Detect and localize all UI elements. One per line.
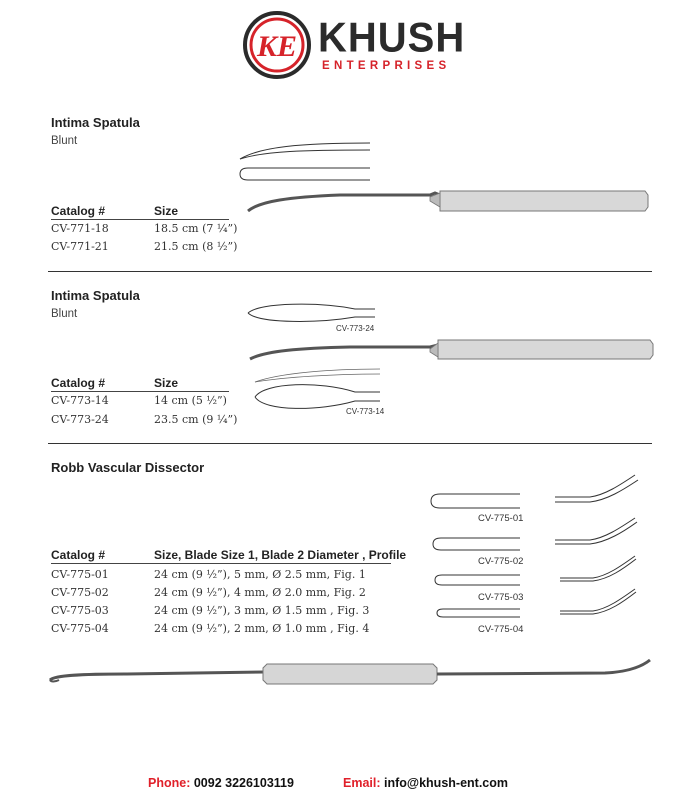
section-1-subtitle: Blunt: [51, 135, 78, 147]
section-3-figures: [425, 470, 655, 635]
brand-subtitle: ENTERPRISES: [322, 60, 451, 72]
brand-name: KHUSH: [318, 14, 466, 62]
section-3-row-2-catalog: CV-775-02: [51, 586, 109, 599]
section-2-row-1-catalog: CV-773-14: [51, 394, 109, 407]
section-3-row-4-catalog: CV-775-04: [51, 622, 109, 635]
section-2-header-size: Size: [154, 376, 179, 390]
footer-phone: [148, 776, 294, 790]
figure-label-cv-773-14: CV-773-14: [346, 407, 385, 416]
section-3-row-1-size: 24 cm (9 ½”), 5 mm, Ø 2.5 mm, Fig. 1: [154, 568, 366, 581]
section-3-header-size: Size, Blade Size 1, Blade 2 Diameter , Profile: [154, 548, 407, 562]
figure-label-cv-775-03: CV-775-03: [478, 592, 524, 603]
figure-label-cv-773-24: CV-773-24: [336, 324, 375, 333]
section-3-row-1-catalog: CV-775-01: [51, 568, 109, 581]
section-1-row-1-catalog: CV-771-18: [51, 222, 109, 235]
section-1-row-2-catalog: CV-771-21: [51, 240, 109, 253]
figure-label-cv-775-02: CV-775-02: [478, 556, 524, 567]
logo-monogram: KE: [256, 30, 298, 63]
section-2-row-2-size: 23.5 cm (9 ¼”): [154, 413, 238, 426]
section-3-header-rule: [51, 563, 391, 564]
section-1-header-catalog: Catalog #: [51, 204, 106, 218]
section-2-row-1-size: 14 cm (5 ½”): [154, 394, 227, 407]
section-divider-2: [48, 443, 652, 444]
dissector-illustration: [45, 650, 660, 695]
section-divider-1: [48, 271, 652, 272]
section-3-row-2-size: 24 cm (9 ½”), 4 mm, Ø 2.0 mm, Fig. 2: [154, 586, 366, 599]
section-2-row-2-catalog: CV-773-24: [51, 413, 109, 426]
section-1-header-size: Size: [154, 204, 179, 218]
section-2-title: Intima Spatula: [51, 288, 140, 303]
email-label: Email:: [343, 776, 381, 790]
section-1-row-2-size: 21.5 cm (8 ½”): [154, 240, 238, 253]
email-address[interactable]: info@khush-ent.com: [384, 776, 508, 790]
section-1-title: Intima Spatula: [51, 115, 140, 130]
section-1-header-rule: [51, 219, 229, 220]
section-2-header-catalog: Catalog #: [51, 376, 106, 390]
section-2-subtitle: Blunt: [51, 308, 78, 320]
section-3-title: Robb Vascular Dissector: [51, 460, 205, 475]
section-2-illustration: [240, 297, 660, 422]
section-3-row-3-size: 24 cm (9 ½”), 3 mm, Ø 1.5 mm , Fig. 3: [154, 604, 370, 617]
phone-label: Phone:: [148, 776, 191, 790]
figure-label-cv-775-01: CV-775-01: [478, 513, 524, 524]
figure-label-cv-775-04: CV-775-04: [478, 624, 524, 635]
section-1-illustration: [230, 135, 660, 225]
section-1-row-1-size: 18.5 cm (7 ¼”): [154, 222, 238, 235]
footer-email: [343, 776, 508, 790]
section-2-header-rule: [51, 391, 229, 392]
phone-number[interactable]: 0092 3226103119: [193, 776, 294, 790]
logo-emblem: [242, 10, 312, 80]
section-3-row-4-size: 24 cm (9 ½”), 2 mm, Ø 1.0 mm , Fig. 4: [154, 622, 370, 635]
section-3-row-3-catalog: CV-775-03: [51, 604, 109, 617]
section-3-header-catalog: Catalog #: [51, 548, 106, 562]
